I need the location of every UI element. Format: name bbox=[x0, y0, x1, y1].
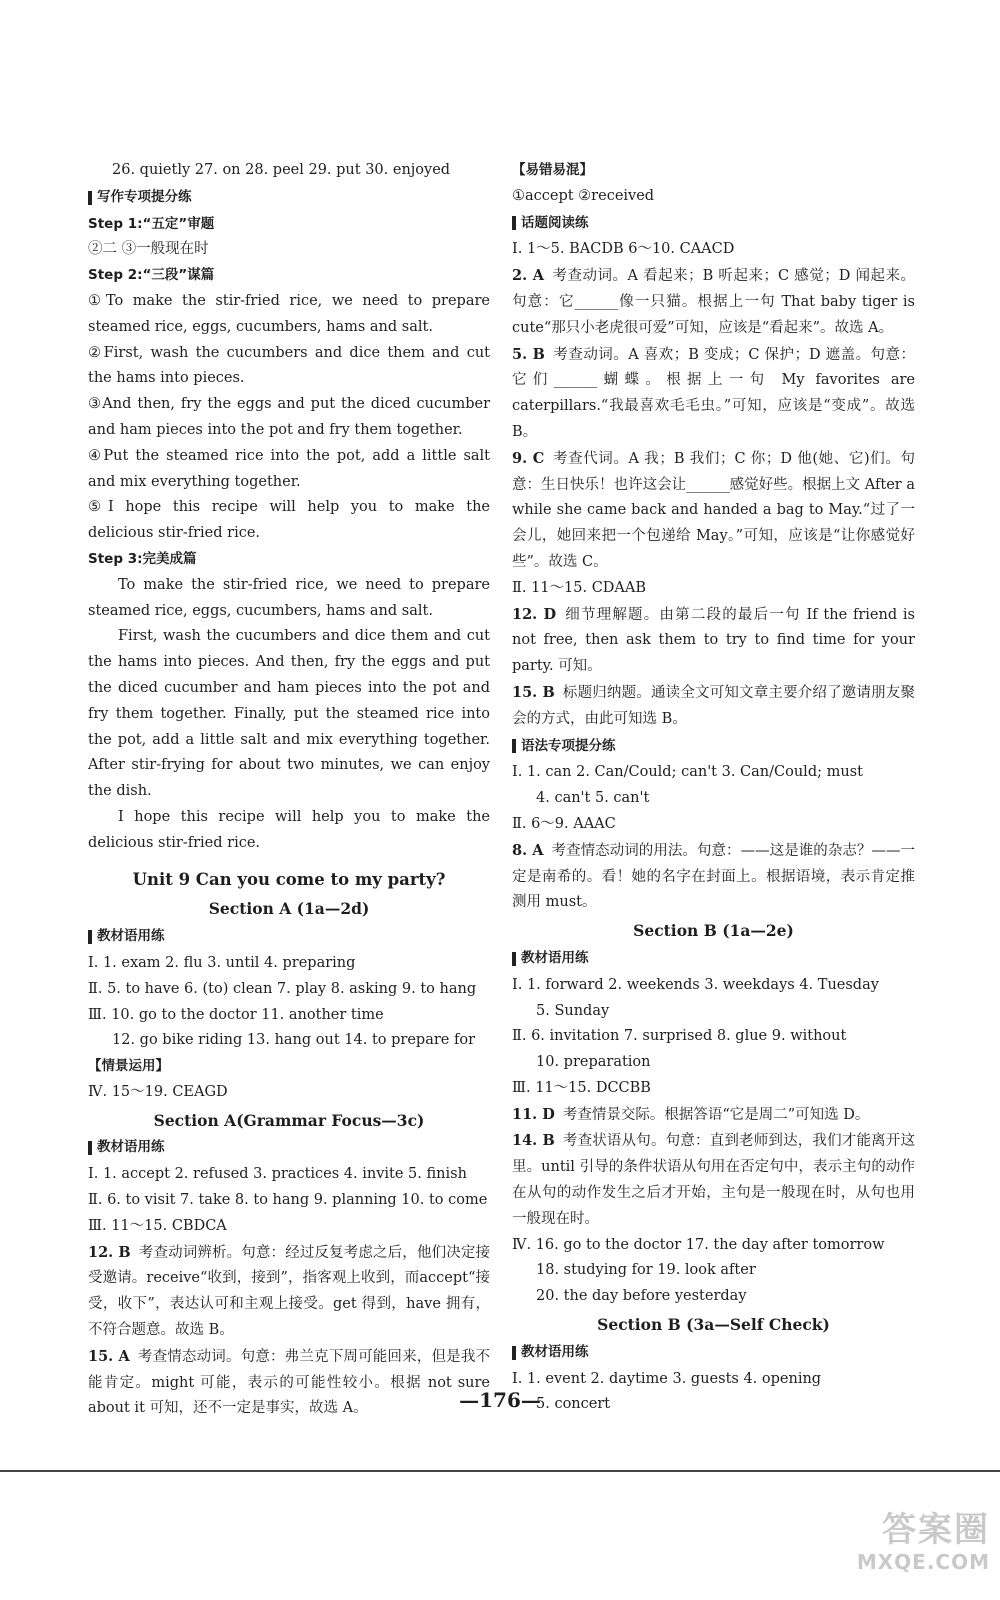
answer-line: Ⅱ. 6～9. AAAC bbox=[512, 815, 616, 832]
step-heading: Step 3:完美成篇 bbox=[88, 550, 197, 567]
answer-line: Ⅰ. 1～5. BACDB 6～10. CAACD bbox=[512, 241, 735, 258]
answer-line: Ⅳ. 15～19. CEAGD bbox=[88, 1083, 228, 1100]
answer-line: Ⅲ. 10. go to the doctor 11. another time bbox=[88, 1006, 384, 1023]
explanation: 12. D 细节理解题。由第二段的最后一句 If the friend is not free, then ask them to try to find time for your party. 可知。 bbox=[512, 605, 915, 675]
tag-bar-icon bbox=[88, 191, 92, 205]
question-number: 2. A bbox=[512, 267, 544, 285]
answer-line: Ⅰ. 1. accept 2. refused 3. practices 4. invite 5. finish bbox=[88, 1166, 467, 1183]
watermark-logo bbox=[790, 1510, 990, 1574]
section-tag: 写作专项提分练 bbox=[88, 185, 490, 211]
answer-line: Ⅲ. 11～15. DCCBB bbox=[512, 1079, 651, 1096]
tag-bar-icon bbox=[512, 739, 516, 753]
essay-paragraph: To make the stir-fried rice, we need to prepare steamed rice, eggs, cucumbers, hams and salt. bbox=[88, 576, 490, 619]
answer-line: 5. concert bbox=[536, 1396, 611, 1413]
bottom-rule bbox=[0, 1470, 1000, 1472]
tag-bar-icon bbox=[88, 930, 92, 944]
answer-line: Ⅰ. 1. exam 2. flu 3. until 4. preparing bbox=[88, 954, 356, 971]
section-title: Section B (3a—Self Check) bbox=[597, 1315, 830, 1335]
tag-bar-icon bbox=[512, 1346, 516, 1360]
answer-line: ②二 ③一般现在时 bbox=[88, 241, 209, 258]
answer-line: 20. the day before yesterday bbox=[536, 1288, 747, 1305]
answer-line: Ⅱ. 5. to have 6. (to) clean 7. play 8. asking 9. to hang bbox=[88, 980, 477, 997]
tag-bar-icon bbox=[512, 952, 516, 966]
left-column bbox=[88, 158, 490, 1422]
section-tag: 教材语用练 bbox=[88, 1135, 490, 1161]
page-number: —176— bbox=[459, 1388, 541, 1412]
answer-line: Ⅰ. 1. event 2. daytime 3. guests 4. opening bbox=[512, 1370, 822, 1387]
question-number: 14. B bbox=[512, 1132, 555, 1150]
section-title: Section A(Grammar Focus—3c) bbox=[153, 1110, 425, 1130]
outline-sentence: ③And then, fry the eggs and put the diced cucumber and ham pieces into the pot and fry them together. bbox=[88, 396, 490, 438]
question-number: 12. D bbox=[512, 605, 557, 623]
outline-sentence: ⑤I hope this recipe will help you to make the delicious stir-fried rice. bbox=[88, 499, 490, 542]
answer-line: Ⅲ. 11～15. CBDCA bbox=[88, 1217, 227, 1234]
answer-line: Ⅱ. 11～15. CDAAB bbox=[512, 579, 647, 596]
section-tag: 教材语用练 bbox=[512, 946, 915, 972]
section-title: Section B (1a—2e) bbox=[633, 921, 794, 941]
watermark-url: MXQE.COM bbox=[856, 1550, 990, 1574]
question-number: 11. D bbox=[512, 1105, 555, 1123]
answer-line: Ⅰ. 1. forward 2. weekends 3. weekdays 4. Tuesday bbox=[512, 976, 879, 993]
answer-line: 4. can't 5. can't bbox=[536, 790, 650, 807]
answer-line: Ⅳ. 16. go to the doctor 17. the day after tomorrow bbox=[512, 1236, 885, 1253]
answer-line: 10. preparation bbox=[536, 1054, 651, 1071]
section-tag: 语法专项提分练 bbox=[512, 734, 915, 760]
question-number: 8. A bbox=[512, 841, 544, 859]
bracket-heading: 【情景运用】 bbox=[88, 1058, 169, 1075]
tag-bar-icon bbox=[88, 1141, 92, 1155]
question-number: 15. A bbox=[88, 1347, 130, 1365]
step-heading: Step 2:“三段”谋篇 bbox=[88, 267, 215, 284]
tag-bar-icon bbox=[512, 216, 516, 230]
bracket-heading: 【易错易混】 bbox=[512, 162, 593, 178]
right-column bbox=[512, 158, 915, 1418]
explanation: 15. A 考查情态动词。句意：弗兰克下周可能回来，但是我不能肯定。might 可能，表示的可能性较小。根据 not sure about it 可知，还不一定是事实，故选 A。 bbox=[88, 1347, 491, 1417]
step-heading: Step 1:“五定”审题 bbox=[88, 215, 215, 232]
answer-line: Ⅱ. 6. invitation 7. surprised 8. glue 9. without bbox=[512, 1028, 847, 1045]
explanation: 12. B 考查动词辨析。句意：经过反复考虑之后，他们决定接受邀请。receive“收到，接到”，指客观上收到，而accept“接受，收下”，表达认可和主观上接受。get 得到，have 拥有，不符合题意。故选 B。 bbox=[88, 1243, 490, 1339]
explanation: 15. B 标题归纳题。通读全文可知文章主要介绍了邀请朋友聚会的方式，由此可知选 B。 bbox=[512, 683, 916, 727]
answer-line: Ⅱ. 6. to visit 7. take 8. to hang 9. planning 10. to come bbox=[88, 1192, 488, 1209]
explanation: 5. B 考查动词。A 喜欢；B 变成；C 保护；D 遮盖。句意：它们______蝴蝶。根据上一句 My favorites are caterpillars.“我最喜欢毛毛虫。”可知，应该是“变成”。故选 B。 bbox=[512, 345, 915, 440]
essay-paragraph: I hope this recipe will help you to make the delicious stir-fried rice. bbox=[88, 808, 490, 851]
explanation: 8. A 考查情态动词的用法。句意：——这是谁的杂志？——一定是南希的。看！她的名字在封面上。根据语境，表示肯定推测用 must。 bbox=[512, 841, 916, 911]
explanation: 9. C 考查代词。A 我；B 我们；C 你；D 他(她、它)们。句意：生日快乐！也许这会让______感觉好些。根据上文 After a while she came back and handed a bag to May.“过了一会儿，她回来把一个包递给 May。”可知，应该是“让你感觉好些”。故选 C。 bbox=[512, 449, 915, 570]
question-number: 12. B bbox=[88, 1243, 131, 1261]
question-number: 15. B bbox=[512, 683, 555, 701]
answer-line: 12. go bike riding 13. hang out 14. to prepare for bbox=[112, 1032, 475, 1049]
explanation: 2. A 考查动词。A 看起来；B 听起来；C 感觉；D 闻起来。句意：它______像一只猫。根据上一句 That baby tiger is cute“那只小老虎很可爱”可知，应该是“看起来”。故选 A。 bbox=[512, 267, 915, 336]
outline-sentence: ④Put the steamed rice into the pot, add a little salt and mix everything together. bbox=[88, 447, 490, 490]
answer-line: 18. studying for 19. look after bbox=[536, 1262, 756, 1279]
outline-sentence: ①To make the stir-fried rice, we need to prepare steamed rice, eggs, cucumbers, hams and salt. bbox=[88, 292, 490, 335]
question-number: 5. B bbox=[512, 345, 545, 363]
outline-sentence: ②First, wash the cucumbers and dice them and cut the hams into pieces. bbox=[88, 344, 490, 387]
explanation: 11. D 考查情景交际。根据答语“它是周二”可知选 D。 bbox=[512, 1105, 870, 1123]
explanation: 14. B 考查状语从句。句意：直到老师到达，我们才能离开这里。until 引导的条件状语从句用在否定句中，表示主句的动作在从句的动作发生之后才开始，主句是一般现在时，从句也用一般现在时。 bbox=[512, 1132, 916, 1227]
section-tag: 教材语用练 bbox=[512, 1340, 915, 1366]
section-tag: 话题阅读练 bbox=[512, 211, 915, 237]
essay-paragraph: First, wash the cucumbers and dice them and cut the hams into pieces. And then, fry the eggs and put the diced cucumber and ham pieces into the pot and fry them together. Finally, put the steamed rice into the pot, add a little salt and mix everything together. After stir-frying for about two minutes, we can enjoy the dish. bbox=[88, 628, 490, 800]
answer-line: Ⅰ. 1. can 2. Can/Could; can't 3. Can/Could; must bbox=[512, 764, 863, 781]
section-tag: 教材语用练 bbox=[88, 924, 490, 950]
unit-title: Unit 9 Can you come to my party? bbox=[132, 869, 446, 889]
answer-line: 26. quietly 27. on 28. peel 29. put 30. enjoyed bbox=[112, 162, 451, 178]
section-title: Section A (1a—2d) bbox=[208, 899, 370, 919]
question-number: 9. C bbox=[512, 449, 545, 467]
watermark-text: 答案圈 bbox=[882, 1510, 990, 1550]
answer-line: ①accept ②received bbox=[512, 187, 655, 204]
answer-line: 5. Sunday bbox=[536, 1002, 610, 1019]
